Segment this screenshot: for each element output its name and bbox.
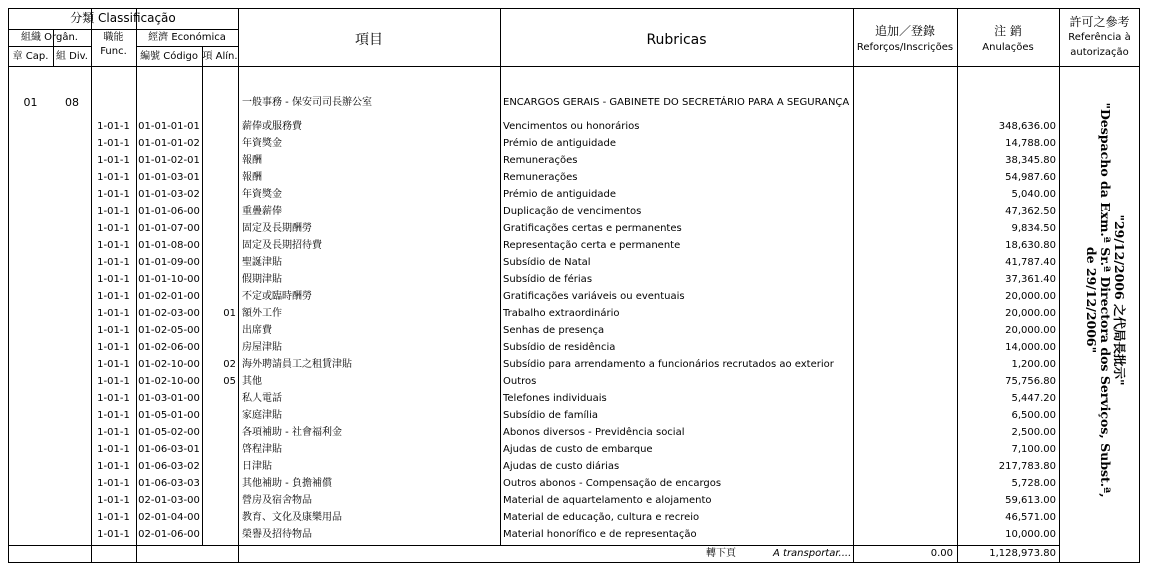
row-code: 01-02-10-00 xyxy=(138,376,200,387)
row-func: 1-01-1 xyxy=(97,410,130,421)
row-func: 1-01-1 xyxy=(97,529,130,540)
row-code: 01-05-01-00 xyxy=(138,410,200,421)
row-alinea: 05 xyxy=(223,376,236,387)
row-rubrica-pt: Outros abonos - Compensação de encargos xyxy=(503,478,722,489)
row-amount: 20,000.00 xyxy=(1005,308,1056,319)
row-item-zh: 日津貼 xyxy=(242,461,272,472)
row-func: 1-01-1 xyxy=(97,359,130,370)
row-rubrica-pt: Vencimentos ou honorários xyxy=(503,121,640,132)
row-rubrica-pt: Subsídio de Natal xyxy=(503,257,591,268)
row-func: 1-01-1 xyxy=(97,189,130,200)
row-amount: 6,500.00 xyxy=(1011,410,1056,421)
code-header: 編號 Código xyxy=(140,51,198,62)
table-row xyxy=(0,408,1149,425)
footer-label-pt: A transportar.... xyxy=(773,548,852,559)
row-amount: 37,361.40 xyxy=(1005,274,1056,285)
chapter-header: 章 Cap. xyxy=(12,51,49,62)
row-amount: 14,000.00 xyxy=(1005,342,1056,353)
row-item-zh: 年資獎金 xyxy=(242,138,282,149)
row-func: 1-01-1 xyxy=(97,172,130,183)
row-item-zh: 假期津貼 xyxy=(242,274,282,285)
table-row xyxy=(0,527,1149,544)
row-rubrica-pt: Gratificações variáveis ou eventuais xyxy=(503,291,685,302)
row-func: 1-01-1 xyxy=(97,206,130,217)
row-code: 01-01-02-01 xyxy=(138,155,200,166)
table-row xyxy=(0,340,1149,357)
economic-header: 經濟 Económica xyxy=(148,32,226,43)
row-amount: 59,613.00 xyxy=(1005,495,1056,506)
row-func: 1-01-1 xyxy=(97,291,130,302)
row-rubrica-pt: Subsídio de família xyxy=(503,410,598,421)
table-row xyxy=(0,510,1149,527)
organ-header: 組織 Orgân. xyxy=(21,32,78,43)
row-item-zh: 私人電話 xyxy=(242,393,282,404)
row-code: 01-05-02-00 xyxy=(138,427,200,438)
table-row xyxy=(0,493,1149,510)
grid-line xyxy=(8,46,91,47)
row-code: 02-01-06-00 xyxy=(138,529,200,540)
section-row xyxy=(0,94,1149,111)
row-rubrica-pt: Duplicação de vencimentos xyxy=(503,206,642,217)
authorization-line-3: de 29/12/2006" xyxy=(1084,246,1099,354)
row-rubrica-pt: Outros xyxy=(503,376,537,387)
row-item-zh: 各項補助 - 社會福利金 xyxy=(242,427,342,438)
row-item-zh: 家庭津貼 xyxy=(242,410,282,421)
reference-header-pt1: Referência à xyxy=(1068,32,1131,43)
row-item-zh: 聖誕津貼 xyxy=(242,257,282,268)
row-func: 1-01-1 xyxy=(97,376,130,387)
row-amount: 9,834.50 xyxy=(1011,223,1056,234)
division-header: 組 Div. xyxy=(56,51,88,62)
row-item-zh: 出席費 xyxy=(242,325,272,336)
item-header: 項目 xyxy=(355,32,383,48)
row-item-zh: 固定及長期招待費 xyxy=(242,240,322,251)
row-alinea: 02 xyxy=(223,359,236,370)
row-amount: 14,788.00 xyxy=(1005,138,1056,149)
authorization-reference xyxy=(1084,102,1126,497)
row-func: 1-01-1 xyxy=(97,138,130,149)
row-amount: 217,783.80 xyxy=(998,461,1056,472)
section-chapter: 01 xyxy=(23,96,38,109)
table-row xyxy=(0,306,1149,323)
row-code: 01-02-06-00 xyxy=(138,342,200,353)
row-rubrica-pt: Remunerações xyxy=(503,172,578,183)
row-code: 01-03-01-00 xyxy=(138,393,200,404)
row-func: 1-01-1 xyxy=(97,121,130,132)
row-rubrica-pt: Prémio de antiguidade xyxy=(503,189,616,200)
reforcos-header-pt: Reforços/Inscrições xyxy=(856,42,954,53)
row-code: 01-01-03-02 xyxy=(138,189,200,200)
row-item-zh: 重疊薪俸 xyxy=(242,206,282,217)
table-row xyxy=(0,459,1149,476)
row-amount: 75,756.80 xyxy=(1005,376,1056,387)
row-code: 01-02-03-00 xyxy=(138,308,200,319)
row-rubrica-pt: Remunerações xyxy=(503,155,578,166)
row-code: 01-01-06-00 xyxy=(138,206,200,217)
table-row xyxy=(0,391,1149,408)
row-func: 1-01-1 xyxy=(97,274,130,285)
row-rubrica-pt: Gratificações certas e permanentes xyxy=(503,223,682,234)
authorization-line-1: "29/12/2006 之代局長批示" xyxy=(1112,214,1127,386)
table-row xyxy=(0,442,1149,459)
row-item-zh: 啓程津貼 xyxy=(242,444,282,455)
anulacoes-header-zh: 注 銷 xyxy=(994,24,1022,38)
table-row xyxy=(0,255,1149,272)
row-rubrica-pt: Trabalho extraordinário xyxy=(503,308,620,319)
row-amount: 5,040.00 xyxy=(1011,189,1056,200)
row-code: 01-01-07-00 xyxy=(138,223,200,234)
table-row xyxy=(0,221,1149,238)
row-code: 01-06-03-03 xyxy=(138,478,200,489)
row-amount: 47,362.50 xyxy=(1005,206,1056,217)
reference-header-zh: 許可之參考 xyxy=(1069,15,1130,29)
table-row xyxy=(0,289,1149,306)
row-amount: 41,787.40 xyxy=(1005,257,1056,268)
footer-anulacoes-total: 1,128,973.80 xyxy=(989,548,1056,559)
row-amount: 10,000.00 xyxy=(1005,529,1056,540)
classification-header: 分類 Classificação xyxy=(70,11,176,25)
row-code: 02-01-04-00 xyxy=(138,512,200,523)
row-func: 1-01-1 xyxy=(97,223,130,234)
reference-header-pt2: autorização xyxy=(1070,47,1129,58)
row-amount: 20,000.00 xyxy=(1005,291,1056,302)
table-row xyxy=(0,476,1149,493)
row-amount: 2,500.00 xyxy=(1011,427,1056,438)
row-rubrica-pt: Senhas de presença xyxy=(503,325,605,336)
row-func: 1-01-1 xyxy=(97,461,130,472)
row-rubrica-pt: Material de educação, cultura e recreio xyxy=(503,512,700,523)
row-code: 02-01-03-00 xyxy=(138,495,200,506)
row-amount: 5,728.00 xyxy=(1011,478,1056,489)
footer-row xyxy=(0,546,1149,563)
row-amount: 7,100.00 xyxy=(1011,444,1056,455)
row-func: 1-01-1 xyxy=(97,257,130,268)
authorization-line-2: "Despacho da Exm.ª Sr.ª Directora dos Serviços, Subst.ª, xyxy=(1098,102,1113,498)
row-code: 01-01-09-00 xyxy=(138,257,200,268)
row-item-zh: 固定及長期酬勞 xyxy=(242,223,312,234)
row-rubrica-pt: Abonos diversos - Previdência social xyxy=(503,427,685,438)
row-func: 1-01-1 xyxy=(97,444,130,455)
grid-line xyxy=(8,29,238,30)
anulacoes-header-pt: Anulações xyxy=(982,42,1034,53)
row-item-zh: 營房及宿舍物品 xyxy=(242,495,312,506)
row-code: 01-06-03-01 xyxy=(138,444,200,455)
row-amount: 18,630.80 xyxy=(1005,240,1056,251)
row-item-zh: 教育、文化及康樂用品 xyxy=(242,512,342,523)
table-row xyxy=(0,204,1149,221)
table-row xyxy=(0,119,1149,136)
row-item-zh: 其他 xyxy=(242,376,262,387)
row-amount: 348,636.00 xyxy=(998,121,1056,132)
row-func: 1-01-1 xyxy=(97,308,130,319)
row-code: 01-02-01-00 xyxy=(138,291,200,302)
row-code: 01-01-08-00 xyxy=(138,240,200,251)
table-row xyxy=(0,153,1149,170)
row-code: 01-01-10-00 xyxy=(138,274,200,285)
row-func: 1-01-1 xyxy=(97,240,130,251)
section-title-zh: 一般事務 - 保安司司長辦公室 xyxy=(242,97,372,108)
table-row xyxy=(0,323,1149,340)
alinea-header: 項 Alín. xyxy=(202,51,238,62)
section-division: 08 xyxy=(65,96,79,109)
footer-reforcos-total: 0.00 xyxy=(930,548,953,559)
table-row xyxy=(0,374,1149,391)
row-amount: 38,345.80 xyxy=(1005,155,1056,166)
row-rubrica-pt: Material de aquartelamento e alojamento xyxy=(503,495,712,506)
row-amount: 54,987.60 xyxy=(1005,172,1056,183)
row-code: 01-02-05-00 xyxy=(138,325,200,336)
table-row xyxy=(0,425,1149,442)
reforcos-header-zh: 追加／登錄 xyxy=(874,24,935,38)
row-rubrica-pt: Ajudas de custo diárias xyxy=(503,461,620,472)
row-item-zh: 年資獎金 xyxy=(242,189,282,200)
func-header-pt: Func. xyxy=(100,46,127,57)
table-row xyxy=(0,136,1149,153)
row-rubrica-pt: Material honorífico e de representação xyxy=(503,529,697,540)
row-amount: 20,000.00 xyxy=(1005,325,1056,336)
table-row xyxy=(0,187,1149,204)
rubricas-header: Rubricas xyxy=(646,32,707,48)
row-rubrica-pt: Subsídio de férias xyxy=(503,274,593,285)
row-code: 01-01-03-01 xyxy=(138,172,200,183)
row-rubrica-pt: Subsídio para arrendamento a funcionários recrutados ao exterior xyxy=(503,359,834,370)
row-func: 1-01-1 xyxy=(97,393,130,404)
row-func: 1-01-1 xyxy=(97,495,130,506)
row-item-zh: 薪俸或服務費 xyxy=(242,121,302,132)
table-row xyxy=(0,238,1149,255)
footer-label-zh: 轉下頁 xyxy=(706,548,736,559)
row-func: 1-01-1 xyxy=(97,325,130,336)
table-row xyxy=(0,357,1149,374)
row-func: 1-01-1 xyxy=(97,512,130,523)
row-amount: 46,571.00 xyxy=(1005,512,1056,523)
row-code: 01-06-03-02 xyxy=(138,461,200,472)
row-alinea: 01 xyxy=(223,308,236,319)
row-code: 01-01-01-02 xyxy=(138,138,200,149)
row-item-zh: 房屋津貼 xyxy=(242,342,282,353)
table-row xyxy=(0,272,1149,289)
row-item-zh: 報酬 xyxy=(242,155,262,166)
row-item-zh: 報酬 xyxy=(242,172,262,183)
row-amount: 1,200.00 xyxy=(1011,359,1056,370)
row-rubrica-pt: Subsídio de residência xyxy=(503,342,616,353)
section-title-pt: ENCARGOS GERAIS - GABINETE DO SECRETÁRIO PARA A SEGURANÇA xyxy=(503,97,850,108)
row-rubrica-pt: Prémio de antiguidade xyxy=(503,138,616,149)
row-func: 1-01-1 xyxy=(97,155,130,166)
row-item-zh: 額外工作 xyxy=(242,308,282,319)
row-code: 01-02-10-00 xyxy=(138,359,200,370)
row-code: 01-01-01-01 xyxy=(138,121,200,132)
row-item-zh: 不定或臨時酬勞 xyxy=(242,291,312,302)
row-func: 1-01-1 xyxy=(97,427,130,438)
row-amount: 5,447.20 xyxy=(1011,393,1056,404)
row-func: 1-01-1 xyxy=(97,342,130,353)
row-func: 1-01-1 xyxy=(97,478,130,489)
row-item-zh: 其他補助 - 負擔補償 xyxy=(242,478,332,489)
row-rubrica-pt: Ajudas de custo de embarque xyxy=(503,444,653,455)
row-item-zh: 榮譽及招待物品 xyxy=(242,529,312,540)
row-rubrica-pt: Representação certa e permanente xyxy=(503,240,681,251)
func-header-zh: 職能 xyxy=(103,32,124,43)
row-rubrica-pt: Telefones individuais xyxy=(503,393,607,404)
table-row xyxy=(0,170,1149,187)
row-item-zh: 海外聘請員工之租賃津貼 xyxy=(242,359,352,370)
grid-line xyxy=(8,66,1140,67)
grid-line xyxy=(136,46,238,47)
